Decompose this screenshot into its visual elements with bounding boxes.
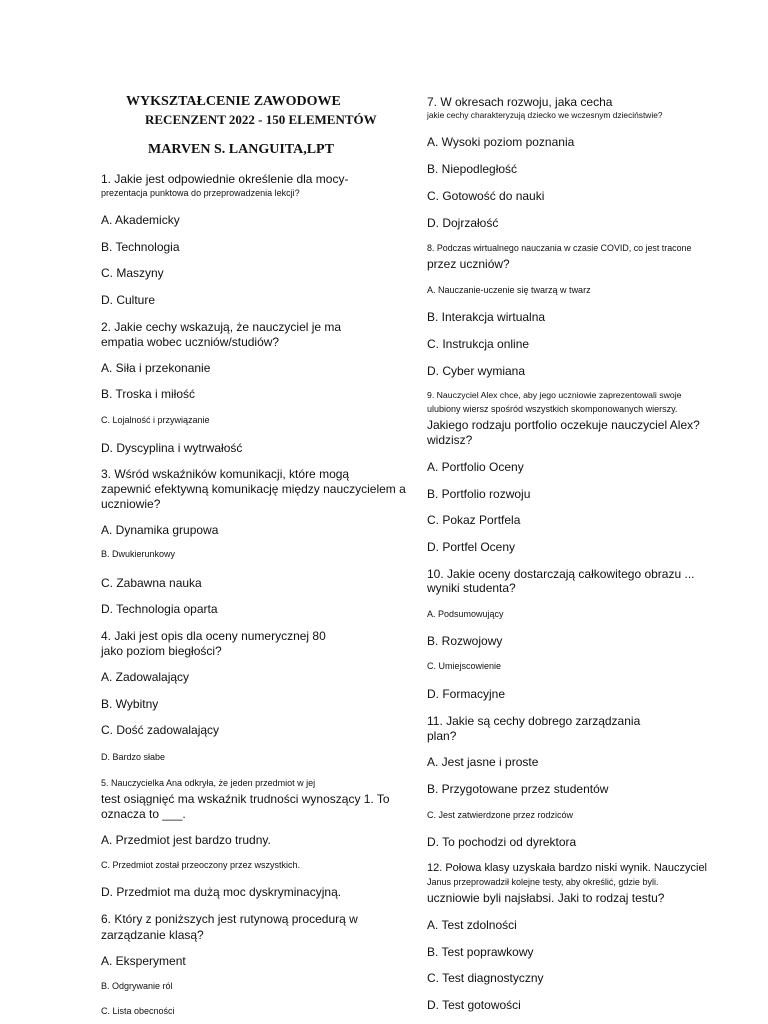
- q1-text: 1. Jakie jest odpowiednie określenie dla mocy-: [101, 172, 349, 186]
- q8-text: 8. Podczas wirtualnego nauczania w czasie COVID, co jest tracone: [427, 243, 692, 253]
- q12-option-c: C. Test diagnostyczny: [427, 971, 544, 985]
- q7-text: 7. W okresach rozwoju, jaka cecha: [427, 95, 613, 109]
- q7-option-a: A. Wysoki poziom poznania: [427, 135, 575, 149]
- q1-option-c: C. Maszyny: [101, 266, 164, 280]
- q5-text-cont: test osiągnięć ma wskaźnik trudności wynoszący 1. To: [101, 792, 390, 806]
- q3-option-c: C. Zabawna nauka: [101, 576, 202, 590]
- q9-text-cont3: widzisz?: [427, 433, 473, 447]
- q2-text: 2. Jakie cechy wskazują, że nauczyciel je ma: [101, 320, 342, 334]
- q3-option-b: B. Dwukierunkowy: [101, 549, 176, 559]
- q4-option-d: D. Bardzo słabe: [101, 752, 166, 762]
- document-author: MARVEN S. LANGUITA,LPT: [148, 142, 334, 157]
- q6-option-c: C. Lista obecności: [101, 1006, 175, 1016]
- q3-option-a: A. Dynamika grupowa: [101, 523, 219, 537]
- q9-text: 9. Nauczyciel Alex chce, aby jego uczniowie zaprezentowali swoje: [427, 390, 682, 400]
- q8-option-c: C. Instrukcja online: [427, 337, 530, 351]
- q12-text: 12. Połowa klasy uzyskała bardzo niski wynik. Nauczyciel: [427, 862, 708, 874]
- document-title: WYKSZTAŁCENIE ZAWODOWE: [126, 94, 341, 109]
- q10-option-c: C. Umiejscowienie: [427, 661, 502, 671]
- q3-option-d: D. Technologia oparta: [101, 602, 218, 616]
- q5-text: 5. Nauczycielka Ana odkryła, że jeden przedmiot w jej: [101, 778, 316, 788]
- q9-option-c: C. Pokaz Portfela: [427, 513, 521, 527]
- q2-option-c: C. Lojalność i przywiązanie: [101, 415, 210, 425]
- q11-option-c: C. Jest zatwierdzone przez rodziców: [427, 810, 574, 820]
- q9-text-cont: ulubiony wiersz spośród wszystkich skomponowanych wierszy.: [427, 404, 678, 414]
- q9-text-cont2: Jakiego rodzaju portfolio oczekuje nauczyciel Alex?: [427, 418, 700, 432]
- q10-option-b: B. Rozwojowy: [427, 634, 503, 648]
- q7-text-cont: jakie cechy charakteryzują dziecko we wczesnym dzieciństwie?: [427, 110, 663, 120]
- q8-option-b: B. Interakcja wirtualna: [427, 310, 546, 324]
- q3-text-cont2: uczniowie?: [101, 497, 161, 511]
- q12-text-cont2: uczniowie byli najsłabsi. Jaki to rodzaj testu?: [427, 891, 665, 905]
- q2-text-cont: empatia wobec uczniów/studiów?: [101, 335, 280, 349]
- q4-text: 4. Jaki jest opis dla oceny numerycznej 80: [101, 629, 326, 643]
- q8-option-d: D. Cyber wymiana: [427, 364, 526, 378]
- q12-option-a: A. Test zdolności: [427, 918, 517, 932]
- q7-option-b: B. Niepodległość: [427, 162, 518, 176]
- q11-option-b: B. Przygotowane przez studentów: [427, 782, 609, 796]
- q11-option-a: A. Jest jasne i proste: [427, 755, 539, 769]
- q3-text: 3. Wśród wskaźników komunikacji, które mogą: [101, 467, 350, 481]
- q2-option-d: D. Dyscyplina i wytrwałość: [101, 441, 243, 455]
- q9-option-a: A. Portfolio Oceny: [427, 460, 524, 474]
- q4-option-a: A. Zadowalający: [101, 670, 190, 684]
- q11-option-d: D. To pochodzi od dyrektora: [427, 835, 577, 849]
- q12-option-d: D. Test gotowości: [427, 998, 521, 1012]
- q11-text: 11. Jakie są cechy dobrego zarządzania: [427, 714, 641, 728]
- q10-text: 10. Jakie oceny dostarczają całkowitego obrazu ...: [427, 567, 695, 581]
- q7-option-d: D. Dojrzałość: [427, 216, 499, 230]
- q12-text-cont: Janus przeprowadził kolejne testy, aby określić, gdzie byli.: [427, 877, 659, 887]
- q6-text-cont: zarządzanie klasą?: [101, 928, 204, 942]
- q1-text-cont: prezentacja punktowa do przeprowadzenia lekcji?: [101, 188, 300, 198]
- q9-option-d: D. Portfel Oceny: [427, 540, 516, 554]
- q8-option-a: A. Nauczanie-uczenie się twarzą w twarz: [427, 285, 591, 295]
- q11-text-cont: plan?: [427, 729, 457, 743]
- q4-option-c: C. Dość zadowalający: [101, 723, 220, 737]
- q5-option-a: A. Przedmiot jest bardzo trudny.: [101, 833, 271, 847]
- q12-option-b: B. Test poprawkowy: [427, 945, 534, 959]
- q5-option-c: C. Przedmiot został przeoczony przez wszystkich.: [101, 860, 301, 870]
- q1-option-a: A. Akademicky: [101, 213, 180, 227]
- q4-option-b: B. Wybitny: [101, 697, 159, 711]
- q2-option-a: A. Siła i przekonanie: [101, 361, 211, 375]
- q5-option-d: D. Przedmiot ma dużą moc dyskryminacyjną.: [101, 885, 342, 899]
- q4-text-cont: jako poziom biegłości?: [101, 644, 222, 658]
- q7-option-c: C. Gotowość do nauki: [427, 189, 545, 203]
- q3-text-cont: zapewnić efektywną komunikację między nauczycielem a: [101, 482, 406, 496]
- q6-text: 6. Który z poniższych jest rutynową procedurą w: [101, 912, 358, 926]
- q8-text-cont: przez uczniów?: [427, 257, 510, 271]
- q6-option-b: B. Odgrywanie ról: [101, 981, 173, 991]
- q10-option-d: D. Formacyjne: [427, 687, 506, 701]
- q1-option-d: D. Culture: [101, 293, 156, 307]
- q6-option-a: A. Eksperyment: [101, 954, 186, 968]
- q5-text-cont2: oznacza to ___.: [101, 807, 186, 821]
- q1-option-b: B. Technologia: [101, 240, 180, 254]
- document-subtitle: RECENZENT 2022 - 150 ELEMENTÓW: [145, 112, 377, 127]
- q10-option-a: A. Podsumowujący: [427, 609, 504, 619]
- q2-option-b: B. Troska i miłość: [101, 387, 196, 401]
- q9-option-b: B. Portfolio rozwoju: [427, 487, 531, 501]
- q10-text-cont: wyniki studenta?: [427, 581, 516, 595]
